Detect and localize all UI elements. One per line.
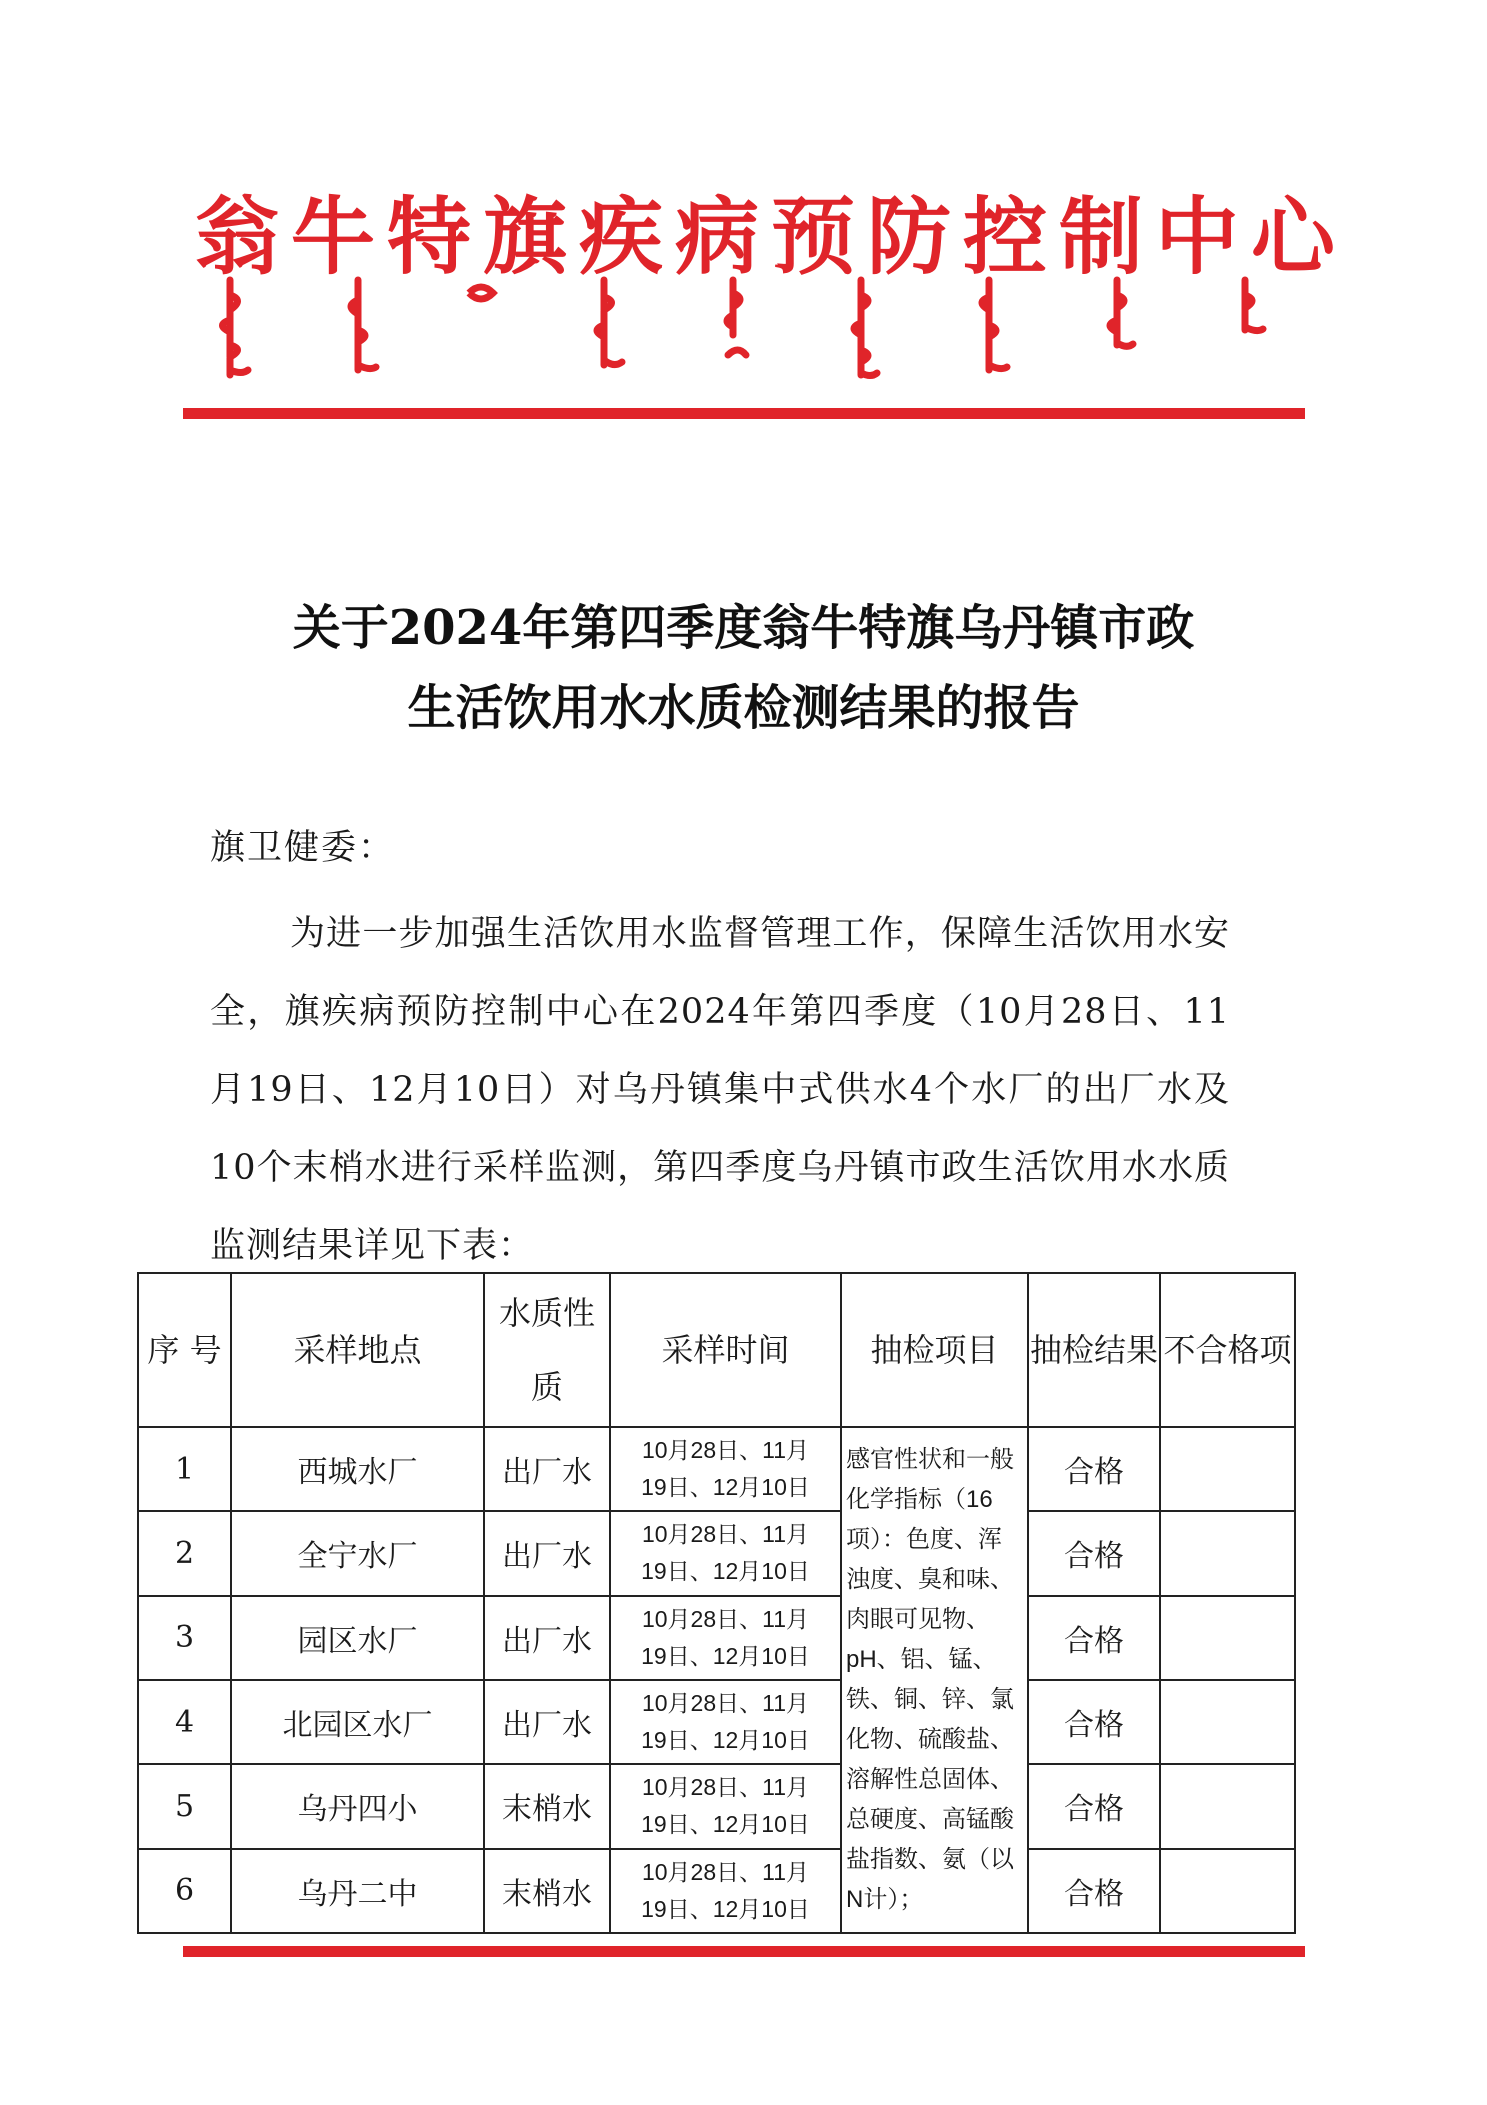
cell-no: 2 xyxy=(138,1511,231,1595)
header-items: 抽检项目 xyxy=(841,1273,1028,1427)
cell-sample-time: 10月28日、11月 19日、12月10日 xyxy=(610,1680,841,1764)
cell-failed xyxy=(1160,1511,1295,1595)
cell-water-type: 出厂水 xyxy=(484,1680,610,1764)
header-sample-time: 采样时间 xyxy=(610,1273,841,1427)
cell-result: 合格 xyxy=(1028,1680,1160,1764)
cell-result: 合格 xyxy=(1028,1849,1160,1933)
cell-site: 乌丹二中 xyxy=(231,1849,484,1933)
cell-water-type: 出厂水 xyxy=(484,1427,610,1511)
mongolian-script-logo xyxy=(195,275,1280,395)
table-row xyxy=(138,1511,1295,1595)
table-row xyxy=(138,1764,1295,1848)
header-water-type: 水质性质 xyxy=(484,1273,610,1427)
table-row xyxy=(138,1680,1295,1764)
table-row xyxy=(138,1596,1295,1680)
table-row xyxy=(138,1849,1295,1933)
table-header-row xyxy=(138,1273,1295,1427)
cell-water-type: 末梢水 xyxy=(484,1849,610,1933)
cell-water-type: 末梢水 xyxy=(484,1764,610,1848)
cell-site: 乌丹四小 xyxy=(231,1764,484,1848)
header-no: 序 号 xyxy=(138,1273,231,1427)
results-table xyxy=(137,1272,1296,1934)
report-title xyxy=(150,588,1337,748)
cell-result: 合格 xyxy=(1028,1511,1160,1595)
cell-failed xyxy=(1160,1680,1295,1764)
report-title-line1: 关于2024年第四季度翁牛特旗乌丹镇市政 xyxy=(292,600,1195,656)
salutation: 旗卫健委： xyxy=(210,828,396,868)
cell-no: 6 xyxy=(138,1849,231,1933)
cell-no: 4 xyxy=(138,1680,231,1764)
organization-name: 翁牛特旗疾病预防控制中心 xyxy=(195,187,1348,286)
cell-site: 全宁水厂 xyxy=(231,1511,484,1595)
header-failed: 不合格项 xyxy=(1160,1273,1295,1427)
header-site: 采样地点 xyxy=(231,1273,484,1427)
cell-test-items: 感官性状和一般化学指标（16项）：色度、浑浊度、臭和味、肉眼可见物、pH、铝、锰、铁、铜、锌、氯化物、硫酸盐、溶解性总固体、总硬度、高锰酸盐指数、氨（以N计）； xyxy=(841,1427,1028,1933)
cell-water-type: 出厂水 xyxy=(484,1511,610,1595)
cell-result: 合格 xyxy=(1028,1596,1160,1680)
cell-sample-time: 10月28日、11月 19日、12月10日 xyxy=(610,1596,841,1680)
cell-no: 5 xyxy=(138,1764,231,1848)
cell-water-type: 出厂水 xyxy=(484,1596,610,1680)
cell-sample-time: 10月28日、11月 19日、12月10日 xyxy=(610,1764,841,1848)
cell-no: 1 xyxy=(138,1427,231,1511)
cell-failed xyxy=(1160,1849,1295,1933)
cell-site: 北园区水厂 xyxy=(231,1680,484,1764)
cell-sample-time: 10月28日、11月 19日、12月10日 xyxy=(610,1427,841,1511)
cell-no: 3 xyxy=(138,1596,231,1680)
table-row xyxy=(138,1427,1295,1511)
cell-failed xyxy=(1160,1764,1295,1848)
letterhead-divider xyxy=(183,408,1305,419)
report-title-line2: 生活饮用水水质检测结果的报告 xyxy=(407,680,1080,736)
cell-failed xyxy=(1160,1596,1295,1680)
cell-site: 西城水厂 xyxy=(231,1427,484,1511)
header-result: 抽检结果 xyxy=(1028,1273,1160,1427)
cell-result: 合格 xyxy=(1028,1427,1160,1511)
cell-site: 园区水厂 xyxy=(231,1596,484,1680)
footer-divider xyxy=(183,1946,1305,1957)
cell-failed xyxy=(1160,1427,1295,1511)
body-paragraph: 为进一步加强生活饮用水监督管理工作，保障生活饮用水安全，旗疾病预防控制中心在2024年第四季度（10月28日、11月19日、12月10日）对乌丹镇集中式供水4个水厂的出厂水及10个末梢水进行采样监测，第四季度乌丹镇市政生活饮用水水质监测结果详见下表： xyxy=(210,914,1230,1266)
cell-sample-time: 10月28日、11月 19日、12月10日 xyxy=(610,1511,841,1595)
cell-sample-time: 10月28日、11月 19日、12月10日 xyxy=(610,1849,841,1933)
cell-result: 合格 xyxy=(1028,1764,1160,1848)
